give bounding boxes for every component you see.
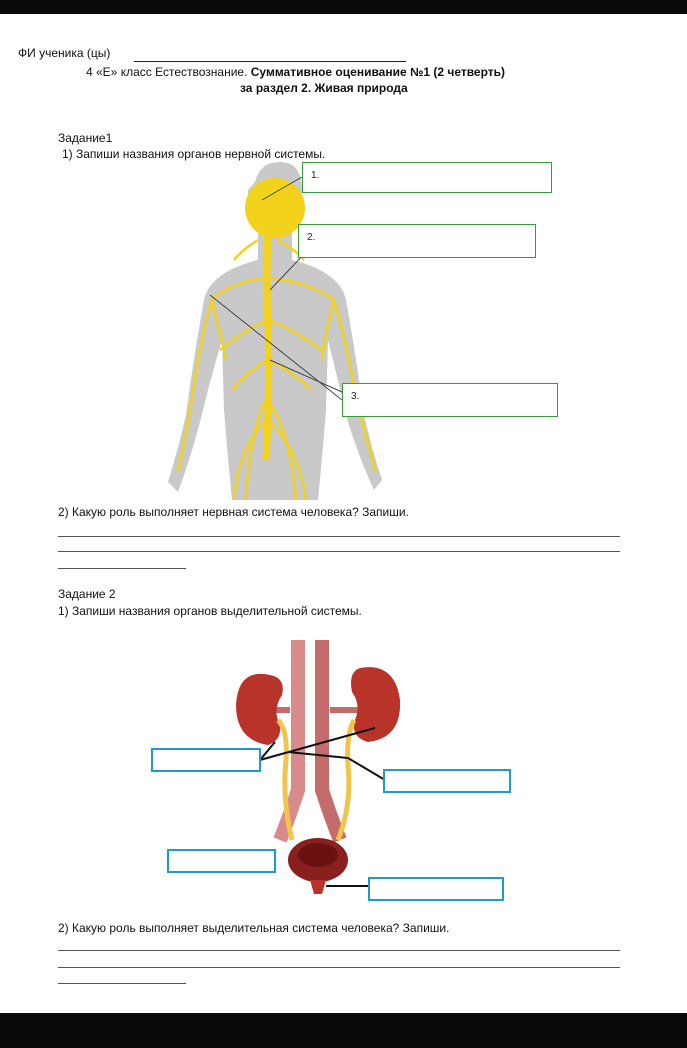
answer-label-2: 2. <box>307 232 316 243</box>
brain-shape <box>245 178 305 238</box>
spinal-cord <box>266 232 269 460</box>
answer-label-3: 3. <box>351 391 360 402</box>
left-kidney <box>236 674 283 745</box>
nervous-system-figure <box>150 160 450 505</box>
task2-title: Задание 2 <box>58 587 116 601</box>
task2-answer-line-2[interactable] <box>58 967 620 968</box>
nervous-answer-box-3[interactable] <box>342 383 558 417</box>
excretory-answer-box-urethra[interactable] <box>368 877 504 901</box>
excretory-answer-box-ureter[interactable] <box>383 769 511 793</box>
task1-answer-line-2[interactable] <box>58 551 620 552</box>
task2-answer-line-3[interactable] <box>58 983 186 984</box>
task1-title: Задание1 <box>58 131 113 145</box>
bottom-black-bar <box>0 1013 687 1048</box>
header-line-1 <box>86 65 505 79</box>
task1-question-2: 2) Какую роль выполняет нервная система человека? Запиши. <box>58 505 409 519</box>
nervous-answer-box-2[interactable] <box>298 224 536 258</box>
top-black-bar <box>0 0 687 14</box>
answer-label-1: 1. <box>311 170 320 181</box>
assessment-title: Суммативное оценивание №1 (2 четверть) <box>250 65 506 79</box>
task1-question-1: 1) Запиши названия органов нервной системы. <box>62 147 326 161</box>
aorta <box>280 640 298 840</box>
task2-question-1: 1) Запиши названия органов выделительной системы. <box>58 604 362 618</box>
section-title: за раздел 2. Живая природа <box>240 81 408 95</box>
right-kidney <box>351 667 400 742</box>
student-name-label: ФИ ученика (цы) <box>18 46 111 60</box>
excretory-answer-box-kidney[interactable] <box>151 748 261 772</box>
nervous-answer-box-1[interactable] <box>302 162 552 193</box>
excretory-answer-box-bladder[interactable] <box>167 849 276 873</box>
student-name-line[interactable] <box>134 61 406 62</box>
task1-answer-line-3[interactable] <box>58 568 186 569</box>
task2-question-2: 2) Какую роль выполняет выделительная система человека? Запиши. <box>58 921 450 935</box>
task2-answer-line-1[interactable] <box>58 950 620 951</box>
class-subject-text: 4 «Е» класс Естествознание. <box>86 65 248 79</box>
task1-answer-line-1[interactable] <box>58 536 620 537</box>
urethra <box>310 880 326 894</box>
